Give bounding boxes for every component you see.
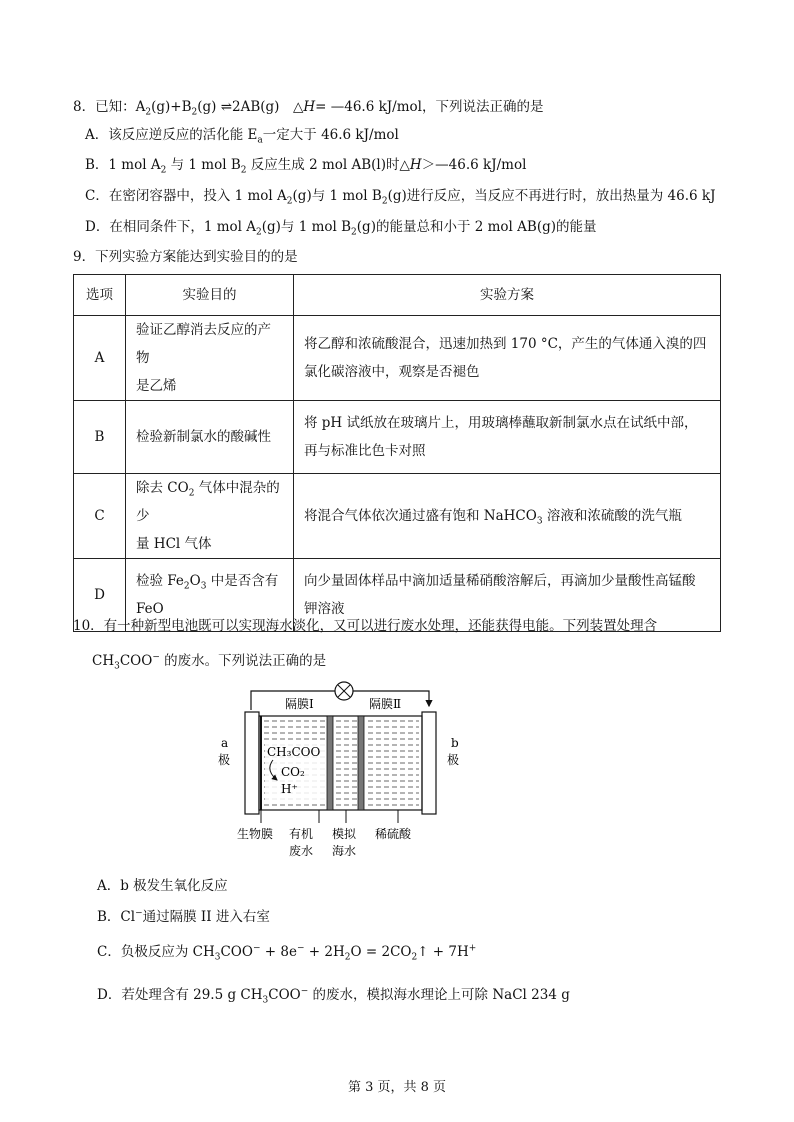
q10-stem-line1: 10．有一种新型电池既可以实现海水淡化，又可以进行废水处理，还能获得电能。下列装置处理含	[73, 618, 658, 634]
header-option: 选项	[74, 275, 126, 316]
row-option: B	[74, 401, 126, 474]
row-plan: 将乙醇和浓硫酸混合，迅速加热到 170 °C，产生的气体通入溴的四 氯化碳溶液中，观察是否褪色	[294, 316, 721, 401]
membrane-2	[358, 716, 364, 810]
experiment-table	[73, 274, 721, 632]
organic-label-2: 废水	[289, 844, 314, 858]
q10-option-a: A．b 极发生氧化反应	[97, 878, 228, 894]
row-goal: 验证乙醇消去反应的产物 是乙烯	[126, 316, 294, 401]
electrode-a-label-2: 极	[218, 753, 231, 767]
q10-option-b: B．Cl−通过隔膜 II 进入右室	[97, 908, 270, 925]
membrane-1-label: 隔膜Ⅰ	[285, 697, 314, 711]
q10-option-d: D．若处理含有 29.5 g $CH_3COO^-$ 的废水，模拟海水理论上可除 NaCl 234 g	[97, 986, 570, 1006]
right-chamber	[365, 720, 419, 806]
q8-option-a: A．该反应逆反应的活化能 $E_a$一定大于 46.6 kJ/mol	[85, 127, 399, 146]
electrode-b	[422, 712, 436, 814]
header-plan: 实验方案	[294, 275, 721, 316]
ion-label: CH₃COO	[267, 745, 321, 759]
battery-diagram	[215, 676, 475, 865]
row-goal: 除去 $CO_2$ 气体中混杂的少 量 HCl 气体	[126, 474, 294, 559]
biofilm-label: 生物膜	[237, 827, 274, 841]
seawater-label-2: 海水	[332, 844, 357, 858]
middle-chamber	[335, 720, 357, 806]
bulb-icon	[335, 682, 353, 700]
table-row	[74, 316, 721, 401]
row-plan: 将 pH 试纸放在玻璃片上，用玻璃棒蘸取新制氯水点在试纸中部， 再与标准比色卡对照	[294, 401, 721, 474]
q8-stem: 8．已知：$A_2(g)+B_2(g)$ ⇌2AB(g) △H= —46.6 kJ/mol，下列说法正确的是	[73, 99, 544, 118]
q8-option-d: D．在相同条件下，1 mol $A_2(g)$与 1 mol $B_2(g)$的能量总和小于 2 mol AB(g)的能量	[85, 219, 597, 238]
row-goal: 检验新制氯水的酸碱性	[126, 401, 294, 474]
row-plan: 向少量固体样品中滴加适量稀硝酸溶解后，再滴加少量酸性高锰酸 钾溶液	[294, 559, 721, 632]
q10-stem-line2: $CH_3COO^-$ 的废水。下列说法正确的是	[92, 652, 327, 672]
row-plan: 将混合气体依次通过盛有饱和 NaHCO$_3$ 溶液和浓硫酸的洗气瓶	[294, 474, 721, 559]
q9-stem: 9．下列实验方案能达到实验目的的是	[73, 249, 298, 265]
row-option: A	[74, 316, 126, 401]
header-goal: 实验目的	[126, 275, 294, 316]
h-label: H⁺	[281, 782, 298, 796]
organic-label-1: 有机	[289, 827, 314, 841]
acid-label: 稀硫酸	[375, 827, 412, 841]
table-header-row	[74, 275, 721, 316]
membrane-1	[327, 716, 333, 810]
q10-option-c: C．负极反应为 $CH_3COO^- + 8e^- + 2H_2O$ = $2CO_2↑ + 7H^+$	[97, 943, 477, 963]
co2-label: CO₂	[281, 765, 305, 779]
electrode-a-label-1: a	[221, 736, 229, 750]
table-row	[74, 401, 721, 474]
electrode-a	[245, 712, 259, 814]
q8-option-c: C．在密闭容器中，投入 1 mol $A_2(g)$与 1 mol $B_2(g)$进行反应，当反应不再进行时，放出热量为 46.6 kJ	[85, 188, 716, 207]
q8-option-b: B．1 mol $A_2$ 与 1 mol $B_2$ 反应生成 2 mol AB(l)时△H＞—46.6 kJ/mol	[85, 157, 527, 176]
row-option: C	[74, 474, 126, 559]
row-option: D	[74, 559, 126, 632]
seawater-label-1: 模拟	[332, 827, 357, 841]
electrode-b-label-1: b	[451, 736, 459, 750]
page-footer: 第 3 页，共 8 页	[347, 1080, 447, 1095]
table-row	[74, 474, 721, 559]
electrode-b-label-2: 极	[447, 753, 460, 767]
row-goal: 检验 $Fe_2O_3$ 中是否含有 FeO	[126, 559, 294, 632]
membrane-2-label: 隔膜Ⅱ	[369, 697, 402, 711]
